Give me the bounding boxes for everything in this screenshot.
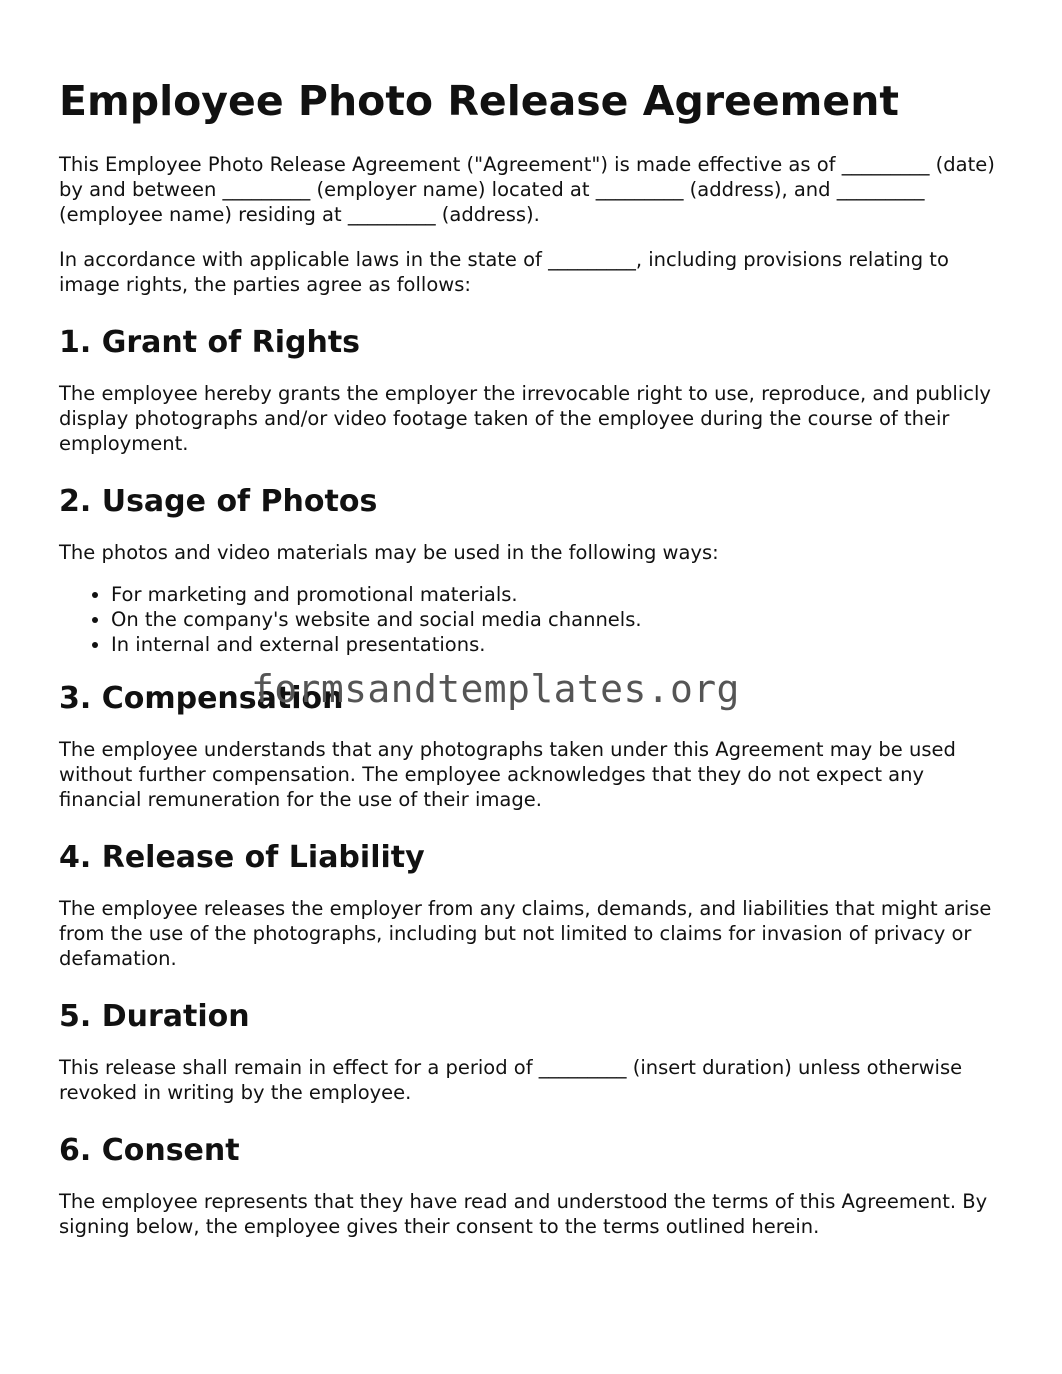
section-duration — [59, 997, 1009, 1105]
section-body: The photos and video materials may be used in the following ways: — [59, 541, 719, 564]
document-title: Employee Photo Release Agreement — [59, 77, 899, 125]
list-item: • For marketing and promotional materials. — [111, 582, 1009, 607]
section-body: The employee hereby grants the employer the irrevocable right to use, reproduce, and publicly display photographs and/or video footage taken of the employee during the course of their employment. — [59, 382, 991, 455]
section-heading: 1. Grant of Rights — [59, 325, 361, 360]
document-page — [59, 72, 1009, 1259]
section-body: This release shall remain in effect for a period of _________ (insert duration) unless otherwise revoked in writing by the employee. — [59, 1056, 963, 1104]
section-heading: 4. Release of Liability — [59, 840, 425, 875]
list-item: • On the company's website and social media channels. — [111, 607, 1009, 632]
section-heading: 2. Usage of Photos — [59, 484, 378, 519]
section-heading: 5. Duration — [59, 999, 250, 1034]
section-body: The employee represents that they have read and understood the terms of this Agreement. By signing below, the employee gives their consent to the terms outlined herein. — [59, 1190, 988, 1238]
section-body: The employee understands that any photographs taken under this Agreement may be used without further compensation. The employee acknowledges that they do not expect any financial remuneration for the use of their image. — [59, 738, 956, 811]
section-usage-of-photos — [59, 482, 1009, 657]
section-heading: 3. Compensation — [59, 681, 344, 716]
section-body: The employee releases the employer from any claims, demands, and liabilities that might arise from the use of the photographs, including but not limited to claims for invasion of privacy or defamation. — [59, 897, 992, 970]
usage-list — [59, 582, 1009, 657]
accordance-paragraph: In accordance with applicable laws in the state of _________, including provisions relating to image rights, the parties agree as follows: — [59, 248, 949, 296]
section-consent — [59, 1131, 1009, 1239]
watermark: formsandtemplates.org — [251, 667, 740, 711]
intro-paragraph: This Employee Photo Release Agreement ("Agreement") is made effective as of _________ (date) by and between _________ (employer name) located at _________ (address), and _________ (employee name) residing at _________ (address). — [59, 153, 995, 226]
section-heading: 6. Consent — [59, 1133, 240, 1168]
section-release-of-liability — [59, 838, 1009, 971]
list-item: • In internal and external presentations. — [111, 632, 1009, 657]
section-grant-of-rights — [59, 323, 1009, 456]
